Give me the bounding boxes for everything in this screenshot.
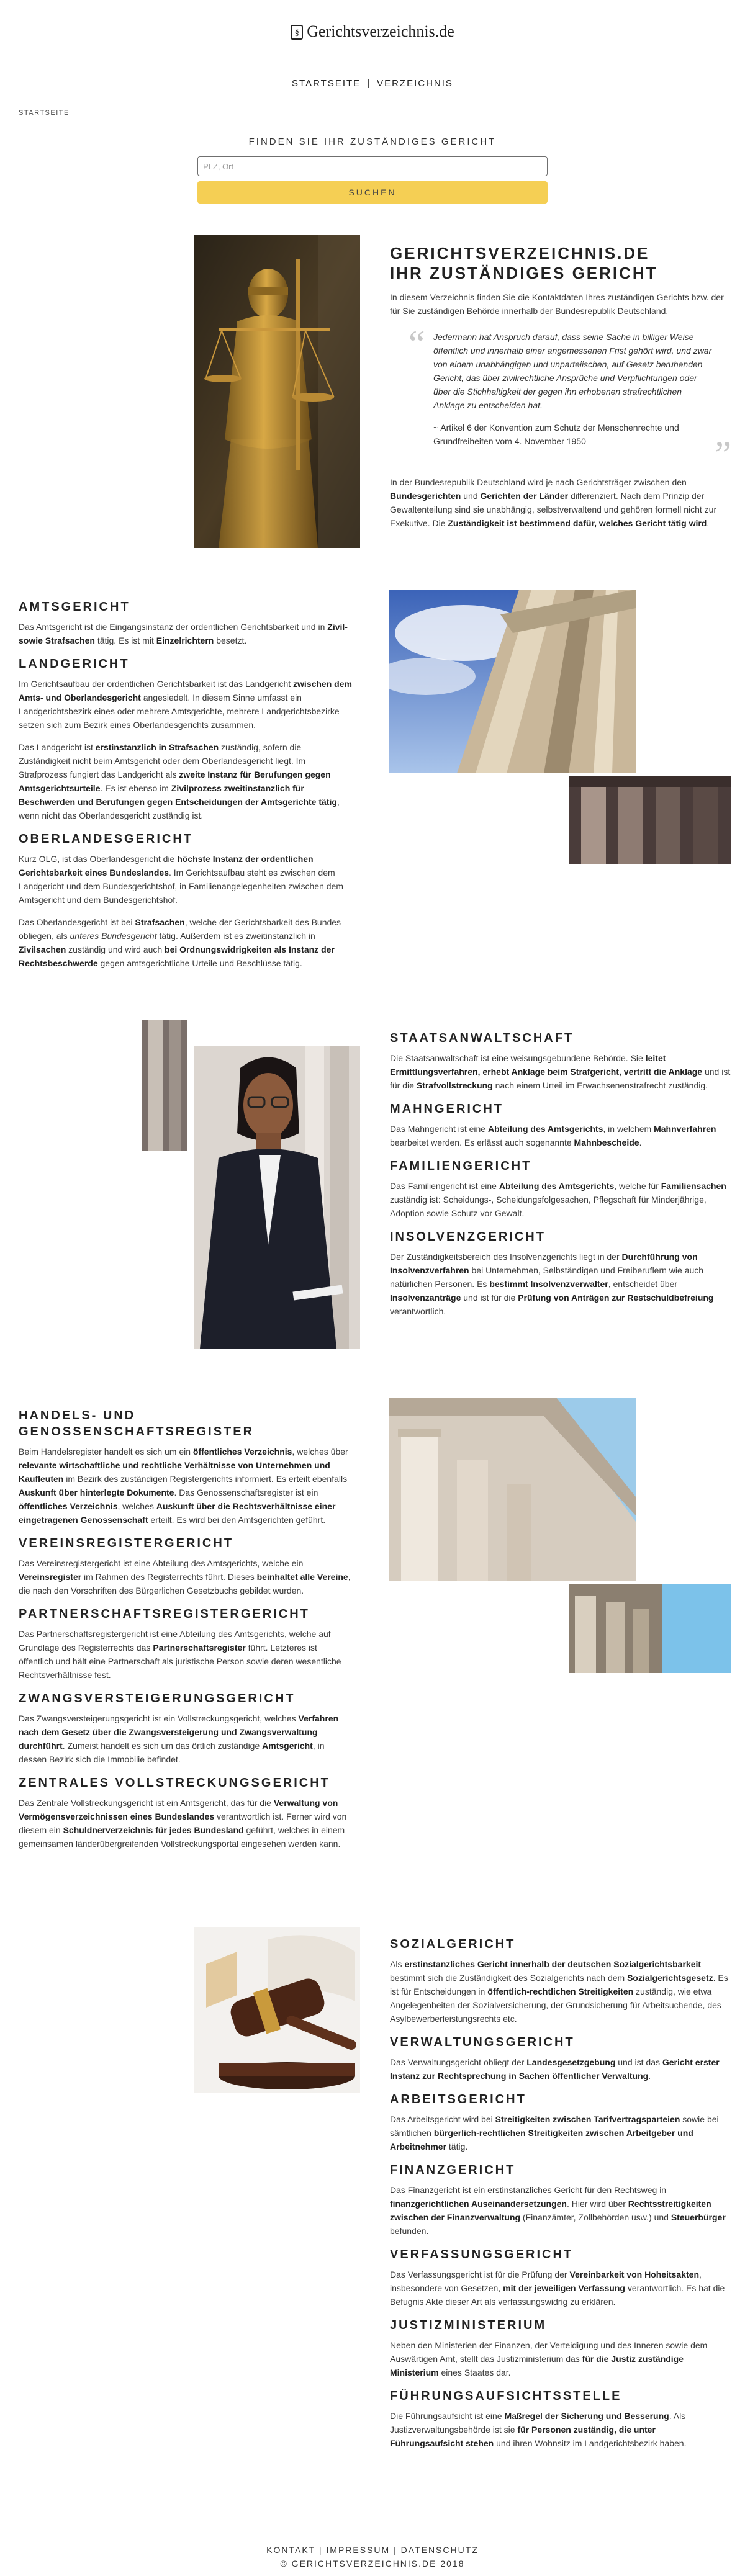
fuehrungsaufsicht-title: FÜHRUNGSAUFSICHTSSTELLE: [390, 2389, 622, 2403]
finanzgericht-title: FINANZGERICHT: [390, 2163, 516, 2177]
paragraph-icon: §: [291, 25, 303, 40]
breadcrumb[interactable]: STARTSEITE: [19, 109, 70, 117]
finanzgericht-text: Das Finanzgericht ist ein erstinstanzliches Gericht für den Rechtsweg in finanzgerichtlichen Auseinandersetzungen. Hier wird über Rechtsstreitigkeiten zwischen der Finanzverwaltung (Finanzämter, Zollbehörden usw.) und Steuerbürger befunden.: [390, 2185, 726, 2236]
courts-section-3: [19, 1407, 354, 1859]
quote-text: Jedermann hat Anspruch darauf, dass seine Sache in billiger Weise öffentlich und innerhalb einer angemessenen Frist gehört wird, und zwar von einem unabhängigen und unparteiischen, auf Gesetz beruhenden Gericht, das über zivilrechtliche Ansprüche und Verpflichtungen oder über die Stichhaltigkeit der gegen ihn erhobenen strafrechtlichen Anklage zu entscheiden hat.: [433, 332, 712, 410]
insolvenzgericht-title: INSOLVENZGERICHT: [390, 1230, 546, 1244]
footer-link-impressum[interactable]: IMPRESSUM: [326, 2545, 391, 2555]
partnerschaftsregister-title: PARTNERSCHAFTSREGISTERGERICHT: [19, 1607, 310, 1621]
zwangsversteigerung-title: ZWANGSVERSTEIGERUNGSGERICHT: [19, 1692, 296, 1705]
staatsanwaltschaft-text: Die Staatsanwaltschaft ist eine weisungsgebundene Behörde. Sie leitet Ermittlungsverfahren, erhebt Anklage beim Strafgericht, vertritt die Anklage und ist für die Strafvollstreckung nach einem Urteil im Erwachsenenstrafrecht zuständig.: [390, 1053, 731, 1090]
intro-text: In diesem Verzeichnis finden Sie die Kontaktdaten Ihres zuständigen Gerichts bzw. der für Sie zuständigen Behörde innerhalb der Bundesrepublik Deutschland.: [390, 292, 724, 316]
landgericht-title: LANDGERICHT: [19, 657, 130, 671]
amtsgericht-title: AMTSGERICHT: [19, 600, 130, 614]
verwaltungsgericht-title: VERWALTUNGSGERICHT: [390, 2035, 575, 2049]
search-heading: FINDEN SIE IHR ZUSTÄNDIGES GERICHT: [248, 137, 497, 147]
courts-section-4: [390, 1936, 731, 2459]
intro-quote: [409, 323, 731, 475]
staatsanwaltschaft-title: STAATSANWALTSCHAFT: [390, 1031, 574, 1045]
partnerschaftsregister-text: Das Partnerschaftsregistergericht ist eine Abteilung des Amtsgerichts, welche auf Grundlage des Registerrechts das Partnerschaftsregister führt. Letzteres ist öffentlich und hält eine Partnerschaft als juristische Person sowie deren wesentliche Rechtsverhältnisse fest.: [19, 1629, 341, 1680]
amtsgericht-text: Das Amtsgericht ist die Eingangsinstanz der ordentlichen Gerichtsbarkeit und in Zivil- sowie Strafsachen tätig. Es ist mit Einzelrichtern besetzt.: [19, 622, 348, 645]
footer-link-datenschutz[interactable]: DATENSCHUTZ: [400, 2545, 479, 2555]
intro-section: [390, 243, 731, 539]
columns-dark-image: [569, 776, 731, 864]
sozialgericht-text: Als erstinstanzliches Gericht innerhalb der deutschen Sozialgerichtsbarkeit bestimmt sich die Zuständigkeit des Sozialgerichts nach dem Sozialgerichtsgesetz. Es ist für Entscheidungen in öffentlich-rechtlichen Streitigkeiten zuständig, wie etwa Angelegenheiten der Sozialversicherung, der Grundsicherung für Arbeitsuchende, des Asylbewerberleistungsrechts etc.: [390, 1959, 728, 2024]
quote-open-icon: “: [409, 323, 425, 364]
handelsregister-title: HANDELS- UND GENOSSENSCHAFTSREGISTER: [19, 1409, 255, 1438]
arbeitsgericht-text: Das Arbeitsgericht wird bei Streitigkeiten zwischen Tarifvertragsparteien sowie bei sämtlichen bürgerlich-rechtlichen Streitigkeiten zwischen Arbeitgeber und Arbeitnehmer tätig.: [390, 2114, 719, 2152]
fuehrungsaufsicht-text: Die Führungsaufsicht ist eine Maßregel der Sicherung und Besserung. Als Justizverwaltungsbehörde ist sie für Personen zuständig, die unter Führungsaufsicht stehen und ihren Wohnsitz im Landgerichtsbezirk haben.: [390, 2411, 687, 2448]
mahngericht-text: Das Mahngericht ist eine Abteilung des Amtsgerichts, in welchem Mahnverfahren bearbeitet werden. Es erlässt auch sogenannte Mahnbescheide.: [390, 1124, 716, 1147]
verwaltungsgericht-text: Das Verwaltungsgericht obliegt der Landesgesetzgebung und ist das Gericht erster Instanz zur Rechtsprechung in Sachen öffentlicher Verwaltung.: [390, 2057, 720, 2081]
handelsregister-text: Beim Handelsregister handelt es sich um ein öffentliches Verzeichnis, welches über relevante wirtschaftliche und rechtliche Verhältnisse von Unternehmen und Kaufleuten im Bezirk des zuständigen Registergerichts informiert. Es erteilt ebenfalls Auskunft über hinterlegte Dokumente. Das Genossenschaftsregister ist ein öffentliches Verzeichnis, welches Auskunft über die Rechtsverhältnisse einer eingetragenen Genossenschaft erteilt. Es wird bei den Amtsgerichten geführt.: [19, 1447, 348, 1525]
arbeitsgericht-title: ARBEITSGERICHT: [390, 2093, 526, 2106]
footer-separator: |: [394, 2545, 397, 2555]
oberlandesgericht-text-2: Das Oberlandesgericht ist bei Strafsachen, welche der Gerichtsbarkeit des Bundes obliegen, als unteres Bundesgericht tätig. Außerdem ist es zweitinstanzlich in Zivilsachen zuständig und wird auch bei Ordnungswidrigkeiten als Instanz der Rechtsbeschwerde gegen amtsgerichtliche Urteile und Beschlüsse tätig.: [19, 917, 341, 968]
intro-text-2: In der Bundesrepublik Deutschland wird je nach Gerichtsträger zwischen den Bundesgerichten und Gerichten der Länder differenziert. Nach dem Prinzip der Gewaltenteilung sind sie unabhängig, selbstverwaltend und gehören formell nicht zur Exekutive. Die Zuständigkeit ist bestimmend dafür, welches Gericht tätig wird.: [390, 477, 717, 528]
footer-links: [0, 2543, 745, 2557]
intro-title: GERICHTSVERZEICHNIS.DE IHR ZUSTÄNDIGES GERICHT: [390, 244, 658, 282]
businesswoman-image: [194, 1046, 360, 1349]
justizministerium-text: Neben den Ministerien der Finanzen, der Verteidigung und des Inneren sowie dem Auswärtigen Amt, stellt das Justizministerium das für die Justiz zuständige Ministerium eines Staates dar.: [390, 2340, 708, 2377]
zwangsversteigerung-text: Das Zwangsversteigerungsgericht ist ein Vollstreckungsgericht, welches Verfahren nach dem Gesetz über die Zwangsversteigerung und Zwangsverwaltung durchführt. Zumeist handelt es sich um das örtlich zuständige Amtsgericht, in dessen Bezirk sich die Immobilie befindet.: [19, 1713, 339, 1764]
nav-startseite[interactable]: STARTSEITE: [292, 78, 361, 89]
footer: [0, 2543, 745, 2570]
vereinsregister-title: VEREINSREGISTERGERICHT: [19, 1537, 234, 1550]
landgericht-text-1: Im Gerichtsaufbau der ordentlichen Gerichtsbarkeit ist das Landgericht zwischen dem Amts- und Oberlandesgericht angesiedelt. In diesem Sinne umfasst ein Landgerichtsbezirk eines oder mehrere Amtsgerichte, mehrere Landgerichtsbezirke setzen sich zum Bezirk eines Oberlandesgerichts zusammen.: [19, 679, 352, 730]
familiengericht-title: FAMILIENGERICHT: [390, 1159, 532, 1173]
search-button[interactable]: SUCHEN: [197, 181, 548, 204]
familiengericht-text: Das Familiengericht ist eine Abteilung des Amtsgerichts, welche für Familiensachen zuständig ist: Scheidungs-, Scheidungsfolgesachen, Pflegschaft für Minderjährige, Adoption sowie Schutz vor Gewalt.: [390, 1181, 726, 1218]
landgericht-text-2: Das Landgericht ist erstinstanzlich in Strafsachen zuständig, sofern die Zuständigkeit nicht beim Amtsgericht oder dem Oberlandesgericht liegt. Im Strafprozess fungiert das Landgericht als zweite Instanz für Berufungen gegen Amtsgerichtsurteile. Es ist ebenso im Zivilprozess zweitinstanzlich für Beschwerden und Berufungen gegen Entscheidungen der Amtsgerichte tätig, wenn nicht das Oberlandesgericht zuständig ist.: [19, 742, 340, 820]
gavel-image: [194, 1927, 360, 2093]
columns-sky-image: [389, 590, 636, 773]
verfassungsgericht-title: VERFASSUNGSGERICHT: [390, 2248, 574, 2261]
justizministerium-title: JUSTIZMINISTERIUM: [390, 2318, 547, 2332]
search-input[interactable]: [197, 156, 548, 176]
quote-citation: ~ Artikel 6 der Konvention zum Schutz der Menschenrechte und Grundfreiheiten vom 4. November 1950: [433, 423, 679, 446]
logo-text: Gerichtsverzeichnis.de: [307, 22, 454, 40]
classical-columns-image: [389, 1398, 636, 1581]
footer-copyright: © GERICHTSVERZEICHNIS.DE 2018: [280, 2559, 465, 2569]
footer-separator: |: [318, 2545, 323, 2555]
verfassungsgericht-text: Das Verfassungsgericht ist für die Prüfung der Vereinbarkeit von Hoheitsakten, insbesondere von Gesetzen, mit der jeweiligen Verfassung verantwortlich. Es hat die Befugnis Akte dieser Art als verfassungswidrig zu erklären.: [390, 2269, 725, 2307]
footer-link-kontakt[interactable]: KONTAKT: [266, 2545, 315, 2555]
courts-section-1: [19, 599, 354, 979]
site-logo[interactable]: [0, 22, 745, 40]
vereinsregister-text: Das Vereinsregistergericht ist eine Abteilung des Amtsgerichts, welche ein Vereinsregister im Rahmen des Registerrechts führt. Dieses beinhaltet alle Vereine, die nach den Vorschriften des Bürgerlichen Gesetzbuchs gebildet wurden.: [19, 1558, 351, 1595]
nav-separator: |: [367, 78, 371, 89]
oberlandesgericht-title: OBERLANDESGERICHT: [19, 832, 194, 846]
main-navigation: [0, 77, 745, 91]
courts-section-2: [390, 1030, 731, 1327]
vollstreckung-text: Das Zentrale Vollstreckungsgericht ist ein Amtsgericht, das für die Verwaltung von Vermögensverzeichnissen eines Bundeslandes verantwortlich ist. Ferner wird von diesem ein Schuldnerverzeichnis für jedes Bundesland geführt, welches in einem gemeinsamen länderübergreifenden Vollstreckungsportal eingesehen werden kann.: [19, 1798, 347, 1849]
sozialgericht-title: SOZIALGERICHT: [390, 1937, 516, 1951]
nav-verzeichnis[interactable]: VERZEICHNIS: [377, 78, 453, 89]
mahngericht-title: MAHNGERICHT: [390, 1102, 503, 1116]
insolvenzgericht-text: Der Zuständigkeitsbereich des Insolvenzgerichts liegt in der Durchführung von Insolvenzverfahren bei Unternehmen, Selbständigen und Freiberuflern wie auch natürlichen Personen. Es bestimmt Insolvenzverwalter, entscheidet über Insolvenzanträge und ist für die Prüfung von Anträgen zur Restschuldbefreiung verantwortlich.: [390, 1252, 714, 1316]
vollstreckung-title: ZENTRALES VOLLSTRECKUNGSGERICHT: [19, 1776, 330, 1790]
columns-blue-image: [569, 1584, 731, 1673]
justitia-statue-image: [194, 235, 360, 548]
column-detail-image: [142, 1020, 187, 1151]
oberlandesgericht-text-1: Kurz OLG, ist das Oberlandesgericht die höchste Instanz der ordentlichen Gerichtsbarkeit eines Bundeslandes. Im Gerichtsaufbau steht es zwischen dem Landgericht und dem Bundesgerichtshof, in Familienangelegenheiten zwischen dem Amtsgericht und dem Bundesgerichtshof.: [19, 854, 343, 905]
quote-close-icon: ”: [715, 434, 731, 475]
